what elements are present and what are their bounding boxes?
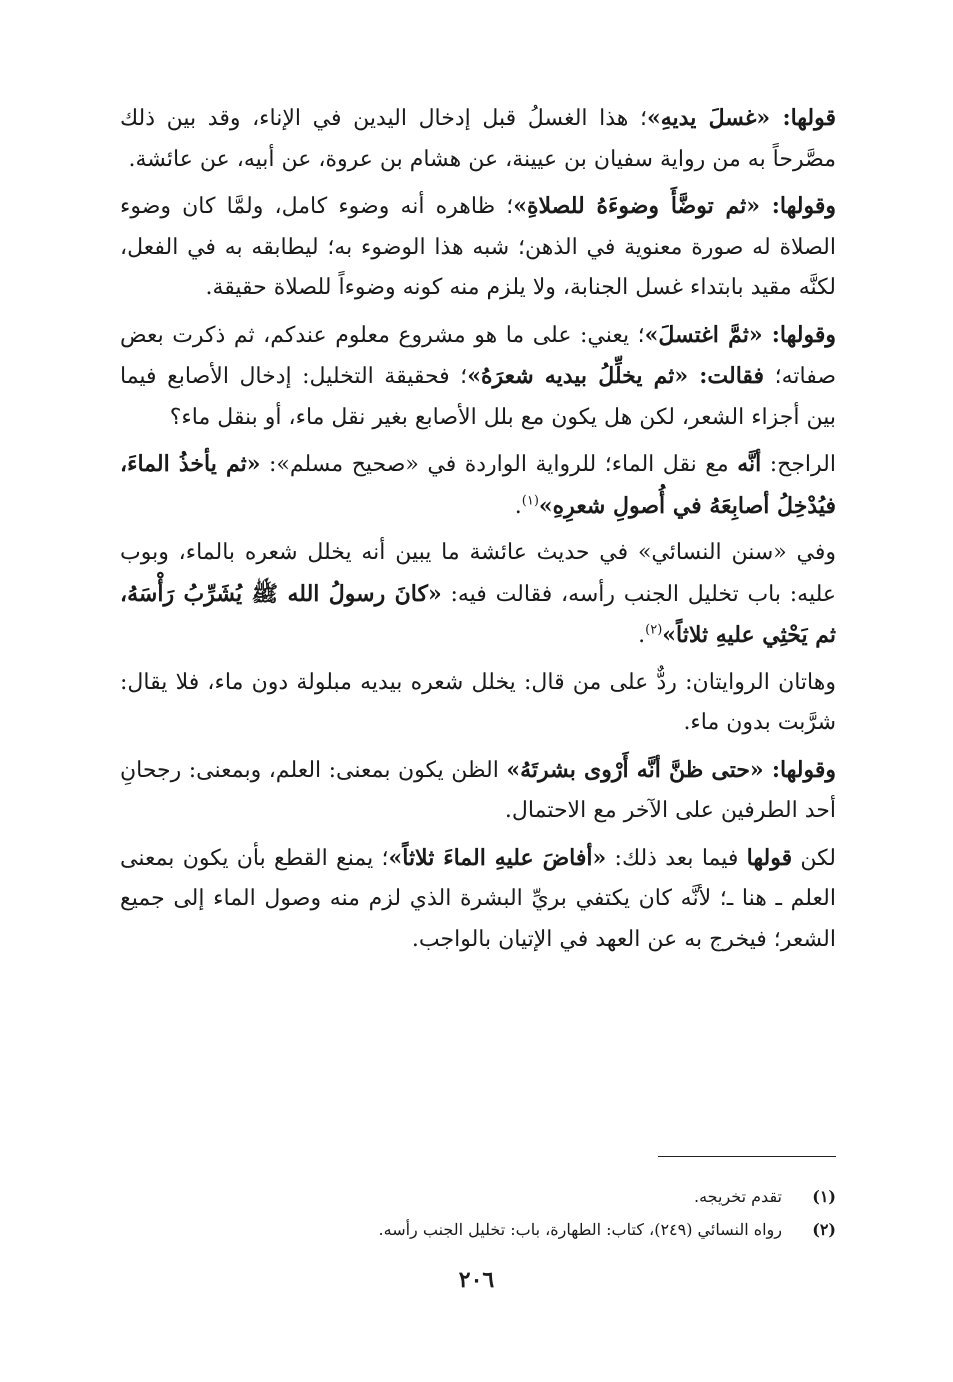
text-run: وهاتان الروايتان: ردٌّ على من قال: يخلل شعره بيديه مبلولة دون ماء، فلا يقال: شرَّبت بدون ماء.	[120, 669, 836, 735]
quoted-text: «أفاضَ عليهِ الماءَ ثلاثاً»	[388, 844, 607, 871]
text-run: فيما بعد ذلك:	[606, 845, 747, 871]
paragraph	[120, 750, 836, 832]
quoted-text: «كانَ رسولُ الله ﷺ يُشَرِّبُ رَأْسَهُ، ثم يَحْثِي عليهِ ثلاثاً»	[120, 580, 836, 648]
paragraph	[120, 533, 836, 657]
footnote-number: (١)	[812, 1187, 836, 1206]
footnotes	[120, 1180, 836, 1246]
quoted-text: وقولها: «ثم توضَّأَ وضوءَهُ للصلاةِ»	[513, 193, 836, 219]
quoted-text: وقولها: «حتى ظنَّ أنَّه أَرْوى بشرتَهُ»	[506, 756, 836, 783]
text-run: مع نقل الماء؛ للرواية الواردة في «صحيح مسلم»:	[260, 452, 738, 477]
text-run: الظن يكون بمعنى: العلم، وبمعنى: رجحانِ أحد الطرفين على الآخر مع الاحتمال.	[120, 757, 836, 823]
quoted-text: فقالت: «ثم يخلِّلُ بيديه شعرَهُ»	[467, 363, 765, 389]
quoted-text: أنَّه	[737, 451, 762, 477]
footnote-separator	[658, 1156, 836, 1157]
footnote-ref: (١)	[521, 493, 539, 509]
text-run: ؛ فحقيقة التخليل: إدخال الأصابع فيما بين أجزاء الشعر، لكن هل يكون مع بلل الأصابع بغير نقل ماء، أو بنقل ماء؟	[120, 364, 836, 430]
paragraph	[120, 186, 836, 309]
paragraph	[120, 838, 836, 961]
quoted-text: «ثم يأخذُ الماءَ، فيُدْخِلُ أصابِعَهُ في أُصولِ شعرِهِ»	[120, 451, 836, 519]
text-run: وفي «سنن النسائي» في حديث عائشة ما يبين أنه يخلل شعره بالماء، وبوب عليه: باب تخليل الجنب رأسه، فقالت فيه:	[120, 540, 836, 607]
paragraph	[120, 663, 836, 744]
paragraph	[120, 98, 836, 180]
text-run: الراجح:	[761, 452, 836, 477]
body-text	[120, 98, 836, 960]
quoted-text: قولها	[746, 844, 793, 871]
paragraph	[120, 315, 836, 439]
footnote-text: رواه النسائي (٢٤٩)، كتاب: الطهارة، باب: تخليل الجنب رأسه.	[378, 1220, 782, 1239]
footnote-number: (٢)	[812, 1220, 836, 1239]
footnote-text: تقدم تخريجه.	[694, 1187, 782, 1206]
footnote	[120, 1213, 836, 1246]
paragraph	[120, 444, 836, 527]
quoted-text: وقولها: «ثمَّ اغتسلَ»	[644, 321, 836, 348]
text-run: ؛ يعني: على ما هو مشروع معلوم عندكم، ثم ذكرت بعض صفاته؛	[120, 322, 837, 389]
page-number: ٢٠٦	[458, 1267, 495, 1293]
footnote	[120, 1180, 836, 1213]
text-run: .	[638, 623, 646, 648]
footnote-ref: (٢)	[645, 622, 663, 638]
quoted-text: قولها: «غسلَ يديهِ»	[647, 105, 837, 131]
text-run: ؛ ظاهره أنه وضوء كامل، ولمَّا كان وضوء الصلاة له صورة معنوية في الذهن؛ شبه هذا الوضوء به؛ ليطابقه به في الفعل، لكنَّه مقيد بابتداء غسل الجنابة، ولا يلزم منه كونه وضوءاً للصلاة حقيقة.	[120, 194, 836, 300]
text-run: ؛ يمنع القطع بأن يكون بمعنى العلم ـ هنا ـ؛ لأنَّه كان يكتفي بريِّ البشرة الذي لزم منه وصول الماء إلى جميع الشعر؛ فيخرج به عن العهد في الإتيان بالواجب.	[120, 845, 836, 952]
text-run: .	[514, 493, 522, 519]
text-run: لكن	[792, 845, 836, 871]
text-run: ؛ هذا الغسلُ قبل إدخال اليدين في الإناء، وقد بين ذلك مصَّرحاً به من رواية سفيان بن عيينة، عن هشام بن عروة، عن أبيه، عن عائشة.	[120, 106, 836, 172]
